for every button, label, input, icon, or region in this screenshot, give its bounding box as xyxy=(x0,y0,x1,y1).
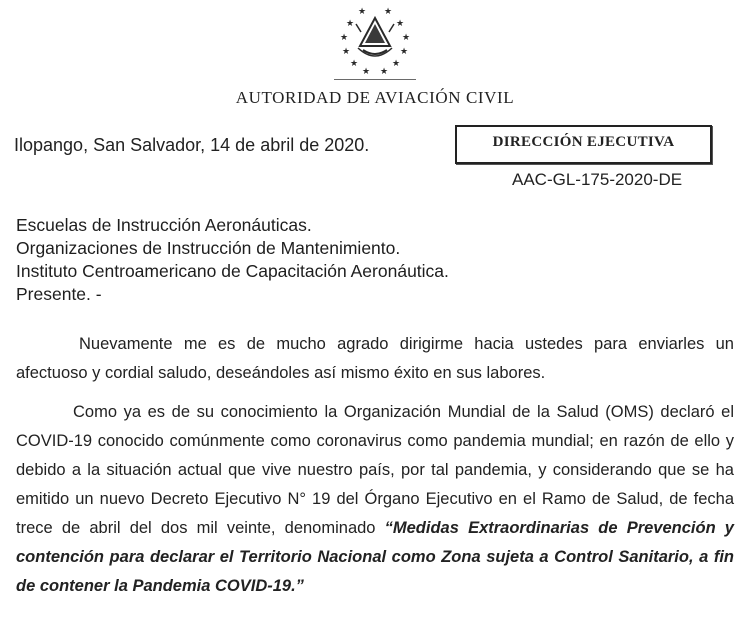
recipient-line: Escuelas de Instrucción Aeronáuticas. xyxy=(16,215,312,235)
svg-text:★: ★ xyxy=(400,47,409,57)
svg-text:★: ★ xyxy=(392,59,401,69)
place-date: Ilopango, San Salvador, 14 de abril de 2020. xyxy=(14,135,370,155)
svg-text:★: ★ xyxy=(358,7,367,17)
reference-number: AAC-GL-175-2020-DE xyxy=(512,170,683,189)
svg-text:★: ★ xyxy=(346,19,355,29)
recipients-block xyxy=(16,214,449,306)
greeting-text: Nuevamente me es de mucho agrado dirigirme hacia ustedes para enviarles un afectuoso y cordial saludo, deseándoles así mismo éxito en sus labores. xyxy=(16,335,734,382)
decree-title-emphasis: “Medidas Extraordinarias de Prevención y contención para declarar el Territorio Nacional como Zona sujeta a Control Sanitario, a fin de contener la Pandemia COVID-19.” xyxy=(16,519,734,595)
svg-text:★: ★ xyxy=(350,59,359,69)
recipient-line: Instituto Centroamericano de Capacitación Aeronáutica. xyxy=(16,261,449,281)
authority-title: AUTORIDAD DE AVIACIÓN CIVIL xyxy=(235,88,515,107)
direction-box xyxy=(455,125,712,164)
svg-text:★: ★ xyxy=(396,19,405,29)
decree-text: Como ya es de su conocimiento la Organización Mundial de la Salud (OMS) declaró el COVID-19 conocido comúnmente como coronavirus como pandemia mundial; en razón de ello y debido a la situación actual que vive nuestro país, por tal pandemia, y considerando que se ha emitido un nuevo Decreto Ejecutivo N° 19 del Órgano Ejecutivo en el Ramo de Salud, de fecha trece de abril del dos mil veinte, denominado xyxy=(16,403,734,537)
recipient-line: Organizaciones de Instrucción de Mantenimiento. xyxy=(16,238,401,258)
el-salvador-coat-of-arms-icon xyxy=(330,2,420,78)
svg-text:★: ★ xyxy=(380,67,389,77)
salutation-present: Presente. - xyxy=(16,284,102,304)
svg-text:★: ★ xyxy=(362,67,371,77)
seal-divider xyxy=(334,79,416,80)
svg-text:★: ★ xyxy=(342,47,351,57)
svg-text:★: ★ xyxy=(340,33,349,43)
greeting-paragraph xyxy=(16,330,734,388)
decree-paragraph xyxy=(16,398,734,601)
svg-text:★: ★ xyxy=(402,33,411,43)
direction-label: DIRECCIÓN EJECUTIVA xyxy=(492,134,675,150)
svg-text:★: ★ xyxy=(384,7,393,17)
